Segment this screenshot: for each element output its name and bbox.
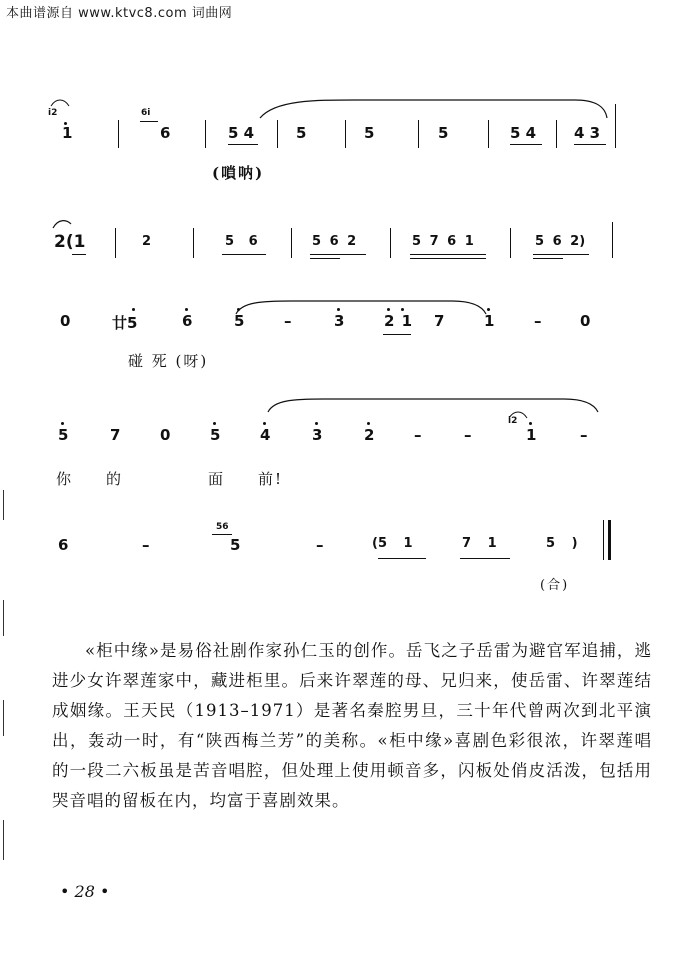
note: 4 3 — [574, 124, 601, 142]
note: – — [142, 536, 150, 554]
margin-mark — [3, 490, 4, 520]
note: – — [414, 426, 422, 444]
note: 5 6 — [225, 234, 258, 249]
note: 7 — [110, 426, 121, 444]
barline — [205, 120, 206, 148]
note: 5 ) — [546, 536, 578, 551]
note: – — [284, 312, 292, 330]
beam-underline — [533, 258, 563, 259]
final-barline — [603, 520, 611, 560]
barline — [118, 120, 119, 148]
note: 7 1 — [462, 536, 497, 551]
note: 6 — [182, 312, 193, 330]
lyric-word: 前! — [258, 470, 284, 488]
note: 5 — [296, 124, 307, 142]
instrument-annotation: (嗩呐) — [212, 164, 265, 182]
score-line-2 — [0, 218, 690, 278]
grace-note: 6i — [141, 108, 151, 118]
octave-dot — [61, 422, 64, 425]
barline — [615, 104, 616, 148]
beam-underline — [460, 558, 510, 559]
note: 2 — [364, 426, 375, 444]
beam-underline — [410, 258, 486, 259]
beam-underline — [228, 144, 258, 145]
grace-note: i2 — [508, 416, 518, 426]
paragraph: «柜中缘»是易俗社剧作家孙仁玉的创作。岳飞之子岳雷为避官军追捕，逃进少女许翠莲家中，藏进柜里。后来许翠莲的母、兄归来，使岳雷、许翠莲结成姻缘。王天民（1913–1971）是著名秦腔男旦，三十年代曾两次到北平演出，轰动一时，有“陕西梅兰芳”的美称。«柜中缘»喜剧色彩很浓，许翠莲唱的一段二六板虽是苦音唱腔，但处理上使用顿音多，闪板处俏皮活泼，包括用哭音唱的留板在内，均富于喜剧效果。 — [52, 641, 652, 810]
beam-underline — [72, 254, 86, 255]
note: 1 — [526, 426, 537, 444]
note: 6 — [58, 536, 69, 554]
note: – — [580, 426, 588, 444]
commentary-paragraph — [52, 636, 652, 816]
note: 廿5 — [112, 314, 138, 332]
beam-underline — [410, 254, 486, 255]
note: 7 — [434, 312, 445, 330]
grace-underline — [140, 121, 158, 122]
note: 2 — [142, 234, 152, 249]
score-line-1 — [0, 96, 690, 196]
octave-dot — [529, 422, 532, 425]
margin-mark — [3, 820, 4, 860]
note: 5 — [210, 426, 221, 444]
note: 0 — [160, 426, 171, 444]
note: 5 6 2 — [312, 234, 357, 249]
note: 3 — [334, 312, 345, 330]
note: 5 6 2) — [535, 234, 586, 249]
note: 5 — [230, 536, 241, 554]
beam-underline — [383, 334, 411, 335]
slur — [232, 298, 492, 318]
note: 0 — [60, 312, 71, 330]
octave-dot — [367, 422, 370, 425]
barline — [345, 120, 346, 148]
octave-dot — [315, 422, 318, 425]
chorus-annotation: (合) — [540, 578, 570, 593]
note: 6 — [160, 124, 171, 142]
margin-mark — [3, 600, 4, 636]
grace-note: i2 — [48, 108, 58, 118]
barline — [510, 228, 511, 258]
note: 1 — [62, 124, 73, 142]
octave-dot — [237, 308, 240, 311]
grace-underline — [212, 534, 232, 535]
barline — [193, 228, 194, 258]
barline — [277, 120, 278, 148]
beam-underline — [310, 258, 340, 259]
note: 5 — [58, 426, 69, 444]
score-line-3 — [0, 298, 690, 378]
slur — [52, 218, 72, 232]
barline — [418, 120, 419, 148]
note: 0 — [580, 312, 591, 330]
grace-tie — [50, 98, 70, 108]
note: 5 4 — [228, 124, 255, 142]
barline — [488, 120, 489, 148]
octave-dot — [387, 308, 390, 311]
beam-underline — [310, 254, 366, 255]
note: 5 4 — [510, 124, 537, 142]
beam-underline — [378, 558, 426, 559]
barline — [556, 120, 557, 148]
slur — [264, 396, 604, 416]
note: 5 — [364, 124, 375, 142]
octave-dot — [337, 308, 340, 311]
octave-dot — [213, 422, 216, 425]
lyric-word: 你 — [56, 470, 74, 488]
octave-dot — [401, 308, 404, 311]
score-line-4 — [0, 396, 690, 486]
octave-dot — [263, 422, 266, 425]
lyric-word: 面 — [208, 470, 226, 488]
note: (5 1 — [372, 536, 413, 551]
note: 1 — [484, 312, 495, 330]
note: 3 — [312, 426, 323, 444]
octave-dot — [132, 308, 135, 311]
beam-underline — [222, 254, 266, 255]
note: 5 — [234, 312, 245, 330]
lyrics: 碰 死 (呀) — [128, 352, 209, 370]
note: – — [464, 426, 472, 444]
grace-note: 56 — [216, 522, 229, 532]
note: 2(1 — [54, 232, 86, 252]
note: – — [316, 536, 324, 554]
watermark-text: 本曲谱源自 www.ktvc8.com 词曲网 — [6, 6, 233, 21]
page-number: • 28 • — [60, 882, 110, 901]
octave-dot — [487, 308, 490, 311]
beam-underline — [533, 254, 589, 255]
barline — [115, 228, 116, 258]
note: 4 — [260, 426, 271, 444]
note: 2 1 — [384, 312, 413, 330]
beam-underline — [510, 144, 542, 145]
barline — [390, 228, 391, 258]
note: 5 — [438, 124, 449, 142]
score-line-5 — [0, 516, 690, 606]
lyric-word: 的 — [106, 470, 124, 488]
note: 5 7 6 1 — [412, 234, 474, 249]
slur — [255, 96, 615, 126]
margin-mark — [3, 700, 4, 736]
beam-underline — [574, 144, 606, 145]
barline — [291, 228, 292, 258]
barline — [612, 222, 613, 258]
octave-dot — [185, 308, 188, 311]
note: – — [534, 312, 542, 330]
